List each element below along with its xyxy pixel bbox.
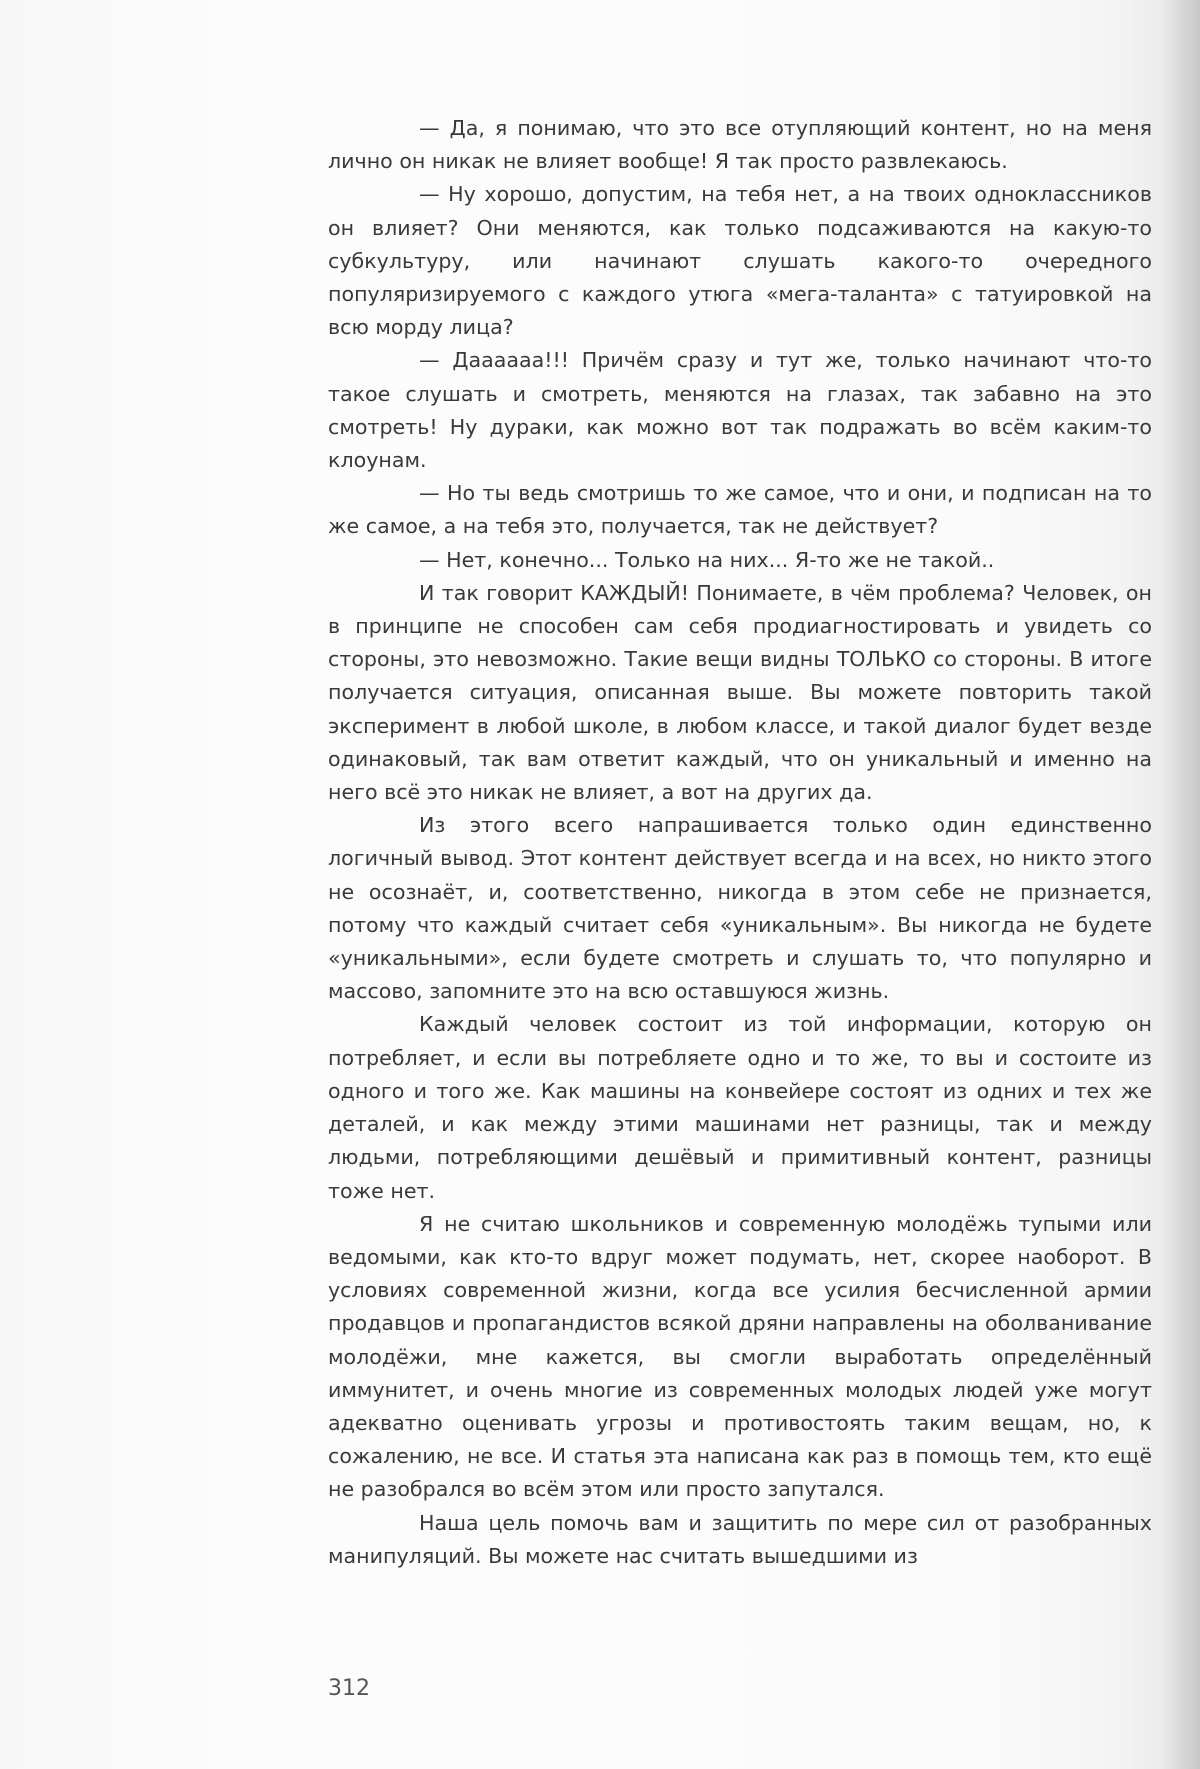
paragraph: Из этого всего напрашивается только один единственно логичный вывод. Этот контент действует всегда и на всех, но никто этого не осознаёт, и, соответственно, никогда в этом себе не признается, потому что каждый считает себя «уникальным». Вы никогда не будете «уникальными», если будете смотреть и слушать то, что популярно и массово, запомните это на всю оставшуюся жизнь. <box>328 813 1152 1004</box>
paragraph: — Нет, конечно... Только на них... Я-то же не такой.. <box>419 547 995 572</box>
paragraph: — Но ты ведь смотришь то же самое, что и они, и подписан на то же самое, а на тебя это, получается, так не действует? <box>328 481 1152 539</box>
paragraph: Каждый человек состоит из той информации, которую он потребляет, и если вы потребляете одно и то же, то вы и состоите из одного и того же. Как машины на конвейере состоят из одних и тех же деталей, и как между этими машинами нет разницы, так и между людьми, потребляющими дешёвый и примитивный контент, разницы тоже нет. <box>328 1012 1152 1203</box>
paragraph: Наша цель помочь вам и защитить по мере сил от разобранных манипуляций. Вы можете нас считать вышедшими из <box>328 1510 1152 1568</box>
body-text <box>328 112 1152 1573</box>
paragraph: И так говорит КАЖДЫЙ! Понимаете, в чём проблема? Человек, он в принципе не способен сам себя продиагностировать и увидеть со стороны, это невозможно. Такие вещи видны ТОЛЬКО со стороны. В итоге получается ситуация, описанная выше. Вы можете повторить такой эксперимент в любой школе, в любом классе, и такой диалог будет везде одинаковый, так вам ответит каждый, что он уникальный и именно на него всё это никак не влияет, а вот на других да. <box>328 580 1152 805</box>
page-number: 312 <box>328 1676 370 1701</box>
paragraph: Я не считаю школьников и современную молодёжь тупыми или ведомыми, как кто-то вдруг может подумать, нет, скорее наоборот. В условиях современной жизни, когда все усилия бесчисленной армии продавцов и пропагандистов всякой дряни направлены на оболванивание молодёжи, мне кажется, вы смогли выработать определённый иммунитет, и очень многие из современных молодых людей уже могут адекватно оценивать угрозы и противостоять таким вещам, но, к сожалению, не все. И статья эта написана как раз в помощь тем, кто ещё не разобрался во всём этом или просто запутался. <box>328 1211 1152 1502</box>
paragraph: — Да, я понимаю, что это все отупляющий контент, но на меня лично он никак не влияет вообще! Я так просто развлекаюсь. <box>328 116 1152 174</box>
paragraph: — Даааааа!!! Причём сразу и тут же, только начинают что-то такое слушать и смотреть, меняются на глазах, так забавно на это смотреть! Ну дураки, как можно вот так подражать во всём каким-то клоунам. <box>328 348 1152 473</box>
paragraph: — Ну хорошо, допустим, на тебя нет, а на твоих одноклассников он влияет? Они меняются, как только подсаживаются на какую-то субкультуру, или начинают слушать какого-то очередного популяризируемого с каждого утюга «мега-таланта» с татуировкой на всю морду лица? <box>328 182 1152 340</box>
page-gutter-shadow <box>1160 0 1200 1769</box>
